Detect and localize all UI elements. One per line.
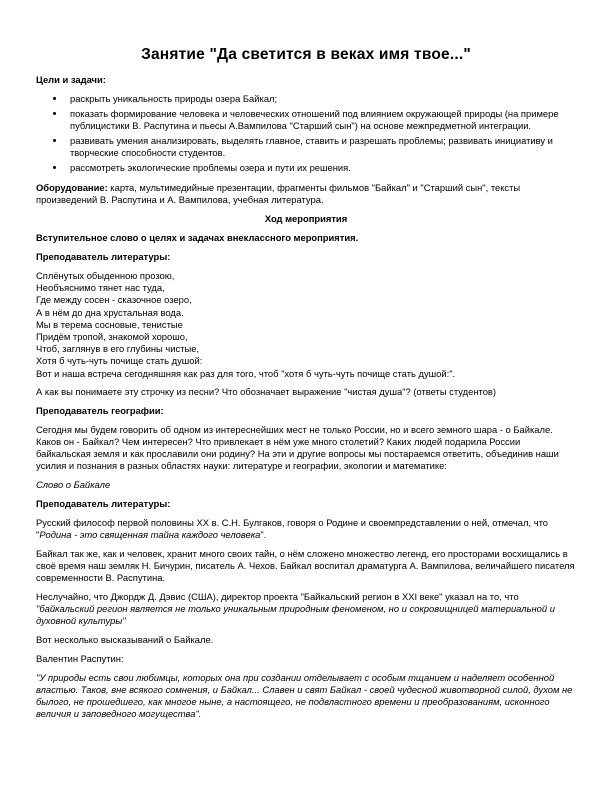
- poem-line: Необъяснимо тянет нас туда,: [36, 282, 165, 294]
- baikal-paragraph: Байкал так же, как и человек, хранит много своих тайн, о нём сложено множество легенд, его просторами восхищались в своё время наш земляк Н. Бичурин, писатель А. Чехов. Байкал воспитал драматурга А. Вампилова, величайшего писателя современности В. Распутина.: [36, 547, 575, 583]
- equipment-paragraph: [36, 182, 576, 206]
- goal-item: • рассмотреть экологические проблемы озера и пути их решения.: [66, 162, 576, 174]
- lit-teacher-heading-2: Преподаватель литературы:: [36, 497, 171, 509]
- poem-line: Где между сосен - сказочное озеро,: [36, 294, 192, 306]
- document-page: [36, 46, 576, 727]
- poem-line: Вот и наша встреча сегодняшняя как раз для того, чтоб "хотя б чуть-чуть почище стать душой:".: [36, 367, 456, 379]
- poem-line: Мы в терема сосновые, тенистые: [36, 318, 183, 330]
- geo-paragraph: Сегодня мы будем говорить об одном из интереснейших мест не только России, но и всего земного шара - о Байкале. Каков он - Байкал? Чем интересен? Что привлекает в нём уже много столетий? Каких людей подарила России байкальская земля и как прославили они родину? На эти и другие вопросы мы постараемся ответить, объединив наши усилия и познания в разных областях науки: литературе и географии, экологии и математике:: [36, 423, 559, 471]
- lit-teacher-heading: Преподаватель литературы:: [36, 251, 171, 262]
- goal-item: • показать формирование человека и человеческих отношений под влиянием окружающей природы (на примере публицистики В. Распутина и пьесы А.Вампилова "Старший сын") на основе межпредметной интеграции.: [66, 108, 576, 132]
- goals-heading: Цели и задачи:: [36, 74, 106, 85]
- page-title: Занятие "Да светится в веках имя твое...": [141, 46, 471, 63]
- rasputin-quote: "У природы есть свои любимцы, которых она при создании отделывает с особым тщанием и наделяет особенной властью. Таков, вне всякого сомнения, и Байкал... Славен и свят Байкал - своей чудесной животворной силой, духом не былого, не прошедшего, как многое ныне, а настоящего, не подвластного времени и преобразованиям, исконного величия и заповедного могущества".: [36, 671, 573, 719]
- several-paragraph: Вот несколько высказываний о Байкале.: [36, 633, 214, 645]
- intro-heading: Вступительное слово о целях и задачах внеклассного мероприятия.: [36, 232, 359, 243]
- bulgakov-text: Русский философ первой половины XX в. С.Н. Булгаков, говоря о Родине и своемпредставлении о ней, отмечал, что ": [36, 516, 548, 540]
- poem-line: А в нём до дна хрустальная вода.: [36, 306, 184, 318]
- davis-paragraph: [36, 591, 576, 627]
- equipment-text: карта, мультимедийные презентации, фрагменты фильмов "Байкал" и "Старший сын", тексты произведений В. Распутина и А. Вампилова, учебная литература.: [36, 182, 521, 205]
- bulgakov-paragraph: [36, 517, 576, 541]
- goal-item: • раскрыть уникальность природы озера Байкал;: [66, 93, 576, 105]
- poem: [36, 270, 576, 380]
- poem-line: Придём тропой, знакомой хорошо,: [36, 331, 188, 343]
- goal-item: • развивать умения анализировать, выделять главное, ставить и разрешать проблемы; развивать инициативу и творческие способности студентов.: [66, 135, 576, 159]
- davis-text: Неслучайно, что Джордж Д. Дэвис (США), директор проекта "Байкальский регион в XXI веке" указал на то, что: [36, 590, 519, 602]
- geo-teacher-heading: Преподаватель географии:: [36, 404, 164, 416]
- equipment-label: Оборудование:: [36, 182, 108, 193]
- bulgakov-end: ".: [260, 528, 267, 540]
- poem-line: Сплёнутых обыденною прозою,: [36, 270, 175, 281]
- poem-line: Хотя б чуть-чуть почище стать душой:: [36, 355, 203, 367]
- davis-quote: "байкальский регион является не только уникальным природным феноменом, но и сокровищницей материальной и духовной культуры": [36, 602, 555, 626]
- goals-list: [36, 93, 576, 174]
- rasputin-name: Валентин Распутин:: [36, 652, 124, 664]
- bulgakov-quote: Родина - это священная тайна каждого человека: [39, 528, 261, 540]
- slovo-heading: Слово о Байкале: [36, 478, 111, 490]
- poem-line: Чтоб, заглянув в его глубины чистые,: [36, 343, 200, 355]
- question-paragraph: А как вы понимаете эту строчку из песни? Что обозначает выражение "чистая душа"? (ответы студентов): [36, 385, 497, 397]
- course-heading: Ход мероприятия: [264, 213, 348, 224]
